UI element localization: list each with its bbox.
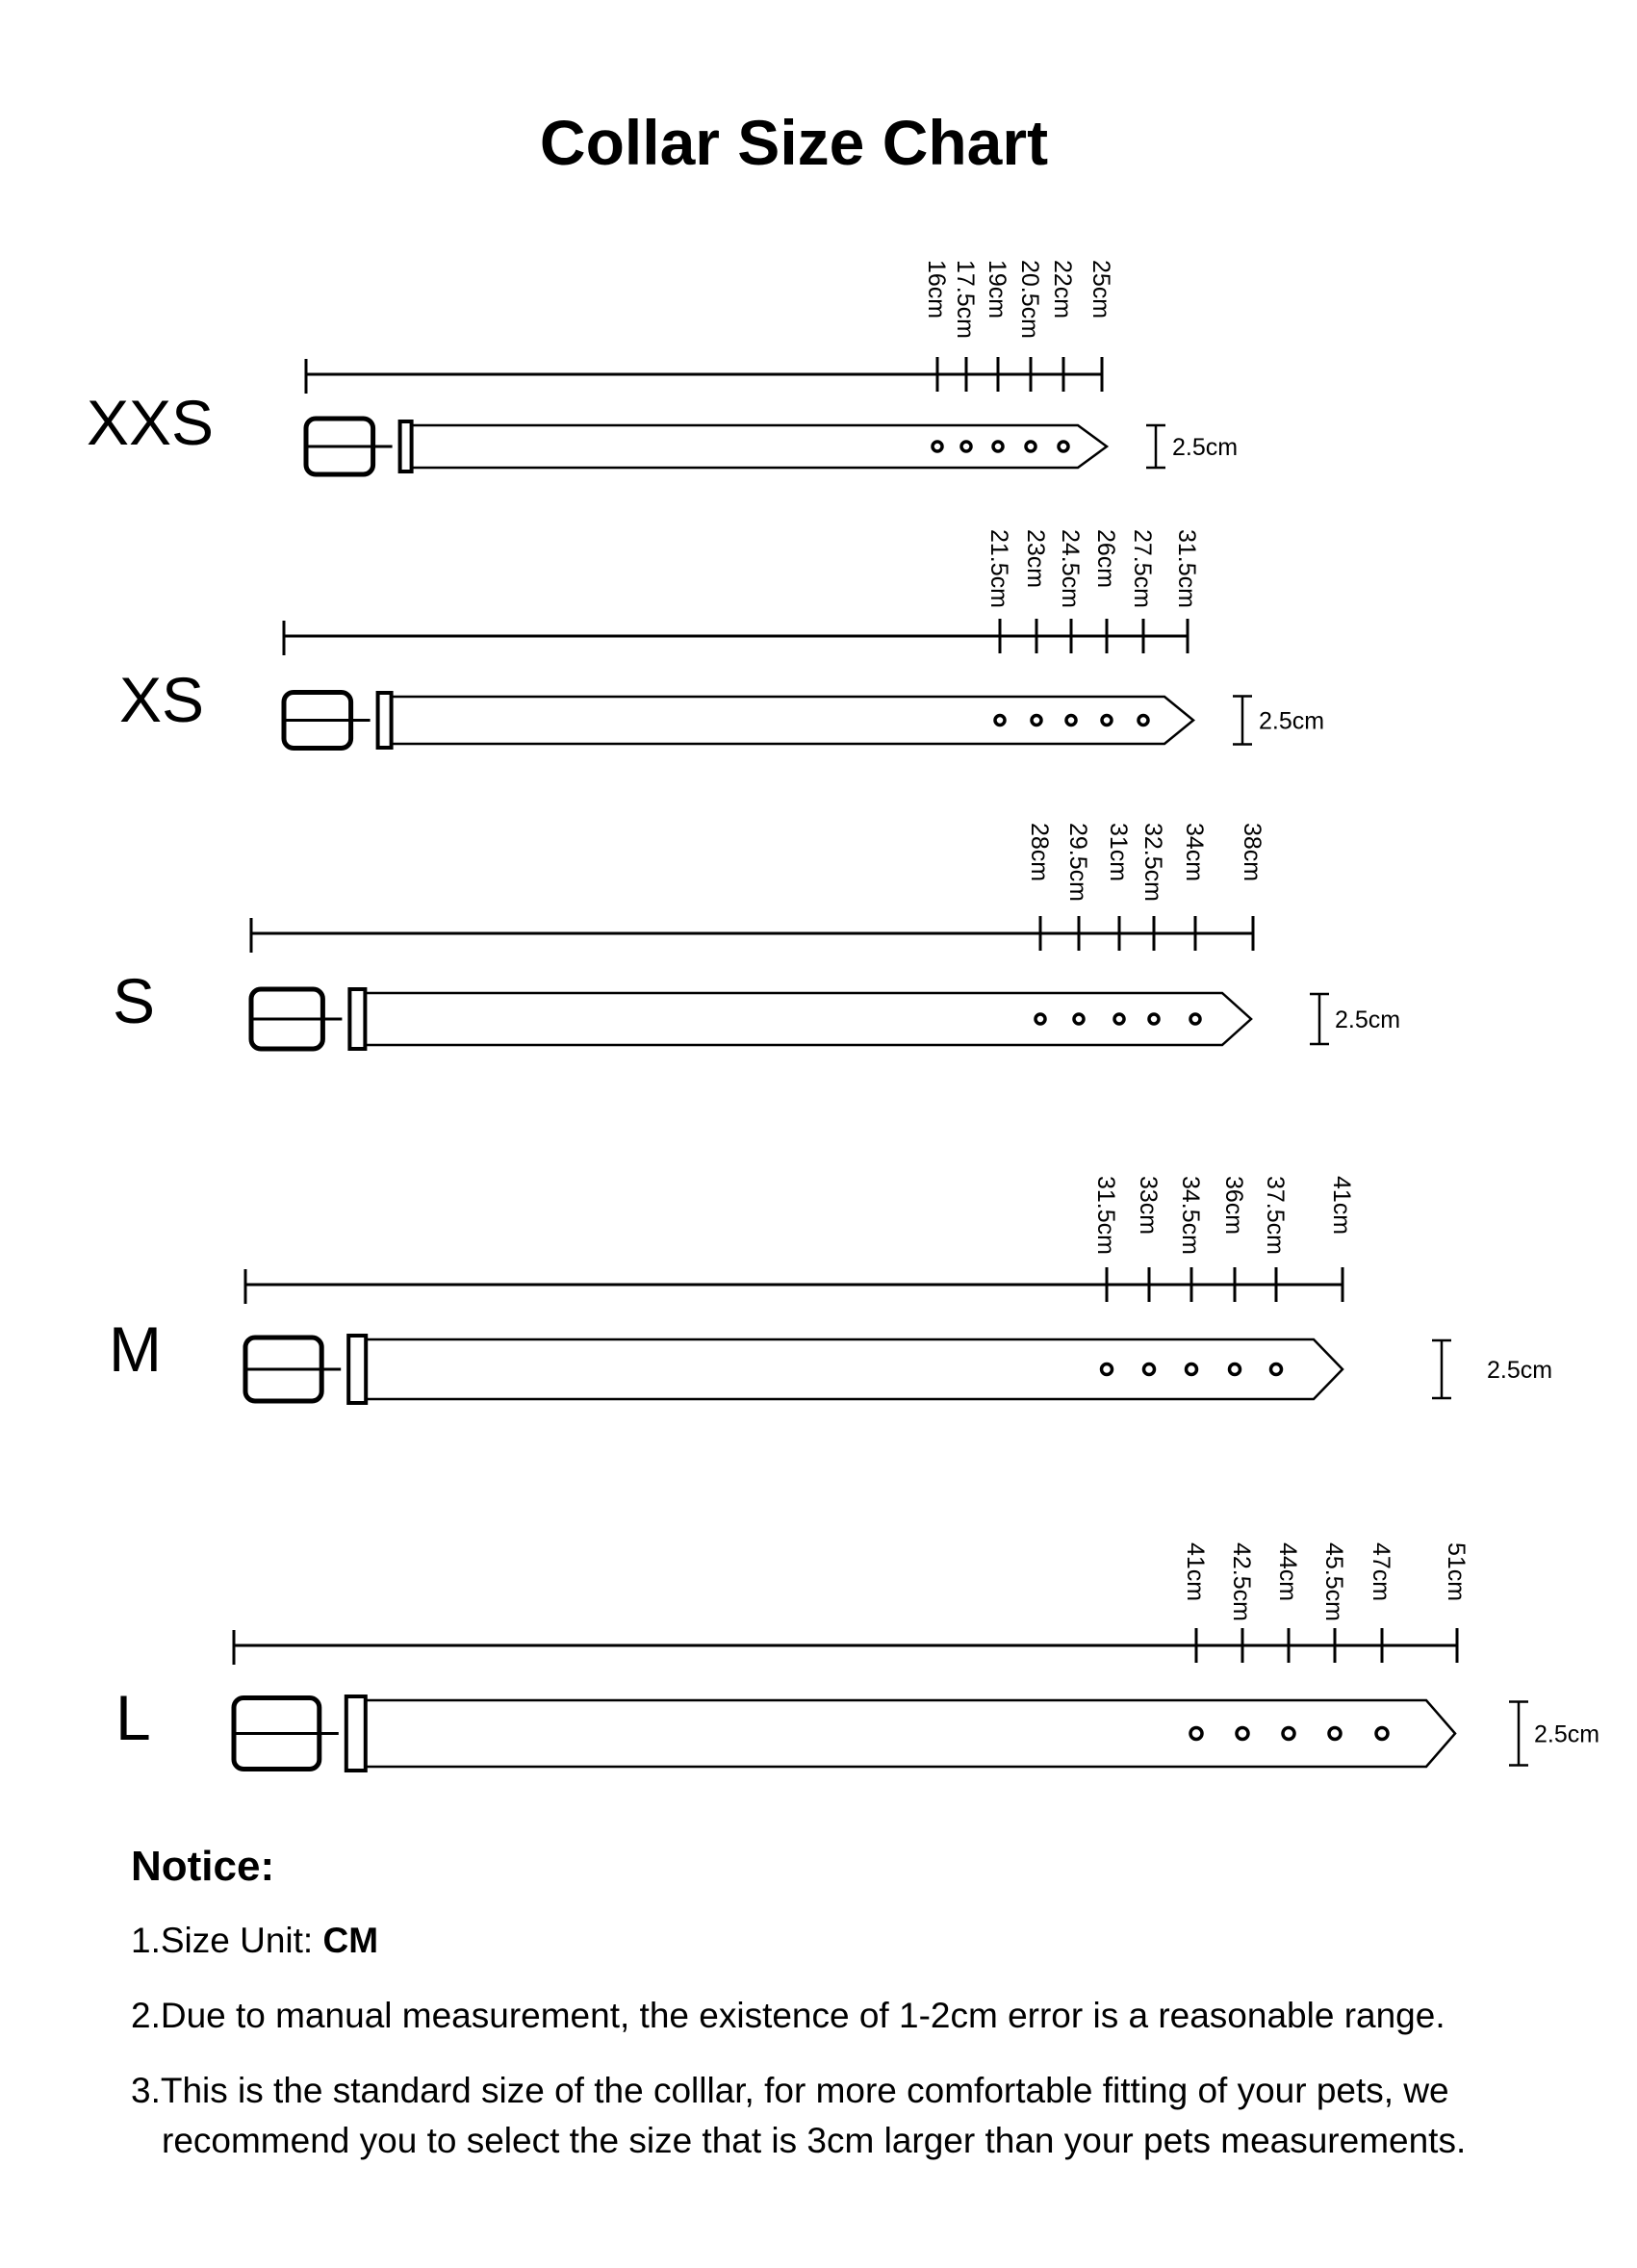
keeper-loop-l (346, 1696, 366, 1771)
measurement-label-xs-5: 31.5cm (1173, 529, 1200, 608)
size-label-m: M (109, 1313, 162, 1385)
measurement-label-xxs-1: 17.5cm (952, 260, 979, 339)
strap-hole-l-0 (1190, 1728, 1202, 1740)
notice-item-size-unit-value: CM (322, 1921, 379, 1960)
size-label-l: L (115, 1682, 151, 1753)
notice-item-standard-size-line2: recommend you to select the size that is 3cm larger than your pets measurements. (162, 2121, 1467, 2160)
measurement-label-s-3: 32.5cm (1139, 823, 1166, 902)
strap-hole-m-0 (1102, 1364, 1113, 1375)
measurement-label-m-0: 31.5cm (1092, 1176, 1119, 1255)
width-label-m: 2.5cm (1487, 1357, 1553, 1384)
notice-item-standard-size (131, 2066, 1594, 2166)
strap-hole-xxs-4 (1059, 442, 1068, 451)
notice-item-measurement-error: 2.Due to manual measurement, the existence of 1-2cm error is a reasonable range. (131, 1996, 1445, 2035)
measurement-label-xxs-5: 25cm (1087, 260, 1114, 319)
measurement-label-l-4: 47cm (1368, 1542, 1394, 1602)
measurement-label-s-2: 31cm (1105, 823, 1132, 882)
strap-hole-l-2 (1283, 1728, 1294, 1740)
keeper-loop-s (349, 989, 365, 1049)
measurement-label-l-2: 44cm (1274, 1542, 1301, 1602)
page-title: Collar Size Chart (539, 107, 1049, 178)
strap-hole-s-1 (1074, 1014, 1084, 1024)
strap-hole-xxs-1 (961, 442, 971, 451)
measurement-label-l-5: 51cm (1443, 1542, 1470, 1602)
strap-hole-s-4 (1190, 1014, 1200, 1024)
measurement-label-m-4: 37.5cm (1262, 1176, 1289, 1255)
strap-hole-l-4 (1376, 1728, 1388, 1740)
strap-hole-xs-3 (1102, 716, 1112, 726)
keeper-loop-xs (378, 693, 392, 748)
notice-section (131, 1843, 1594, 2191)
keeper-loop-xxs (400, 421, 412, 471)
measurement-label-xxs-4: 22cm (1049, 260, 1076, 319)
strap-hole-xs-1 (1032, 716, 1041, 726)
keeper-loop-m (348, 1336, 366, 1403)
strap-hole-xs-0 (995, 716, 1005, 726)
strap-hole-l-1 (1237, 1728, 1248, 1740)
notice-item-size-unit-prefix: 1.Size Unit: (131, 1921, 323, 1960)
strap-hole-s-0 (1036, 1014, 1045, 1024)
strap-hole-xxs-3 (1026, 442, 1036, 451)
notice-item-standard-size-line1: 3.This is the standard size of the colllar, for more comfortable fitting of your pets, we (131, 2071, 1449, 2110)
strap-hole-xs-2 (1066, 716, 1076, 726)
measurement-label-xs-1: 23cm (1022, 529, 1049, 589)
size-label-xxs: XXS (87, 387, 215, 458)
strap-hole-xs-4 (1138, 716, 1148, 726)
strap-hole-m-2 (1187, 1364, 1197, 1375)
measurement-label-xs-0: 21.5cm (985, 529, 1012, 608)
strap-hole-m-4 (1271, 1364, 1282, 1375)
measurement-label-xxs-3: 20.5cm (1016, 260, 1043, 339)
measurement-label-s-0: 28cm (1026, 823, 1053, 882)
width-label-xs: 2.5cm (1259, 707, 1325, 735)
strap-hole-s-2 (1114, 1014, 1124, 1024)
measurement-label-s-5: 38cm (1239, 823, 1266, 882)
size-label-s: S (113, 965, 156, 1036)
strap-hole-s-3 (1149, 1014, 1159, 1024)
measurement-label-xs-2: 24.5cm (1057, 529, 1084, 608)
measurement-label-xs-3: 26cm (1092, 529, 1119, 589)
notice-title: Notice: (131, 1843, 275, 1890)
width-label-s: 2.5cm (1335, 1007, 1401, 1033)
size-label-xs: XS (119, 664, 205, 735)
width-label-l: 2.5cm (1534, 1720, 1600, 1748)
measurement-label-m-1: 33cm (1135, 1176, 1162, 1236)
measurement-label-s-1: 29.5cm (1064, 823, 1091, 902)
measurement-label-m-5: 41cm (1328, 1176, 1355, 1236)
measurement-label-l-3: 45.5cm (1320, 1542, 1347, 1621)
strap-hole-m-1 (1144, 1364, 1155, 1375)
strap-hole-l-3 (1329, 1728, 1341, 1740)
measurement-label-xxs-0: 16cm (923, 260, 950, 319)
measurement-label-l-1: 42.5cm (1228, 1542, 1255, 1621)
measurement-label-m-2: 34.5cm (1177, 1176, 1204, 1255)
strap-hole-xxs-0 (933, 442, 942, 451)
measurement-label-xxs-2: 19cm (984, 260, 1010, 319)
strap-hole-m-3 (1230, 1364, 1241, 1375)
width-label-xxs: 2.5cm (1172, 434, 1239, 461)
strap-hole-xxs-2 (993, 442, 1003, 451)
measurement-label-l-0: 41cm (1182, 1542, 1209, 1602)
measurement-label-s-4: 34cm (1181, 823, 1208, 882)
measurement-label-xs-4: 27.5cm (1129, 529, 1156, 608)
measurement-label-m-3: 36cm (1220, 1176, 1247, 1236)
notice-item-size-unit (131, 1916, 1594, 1966)
